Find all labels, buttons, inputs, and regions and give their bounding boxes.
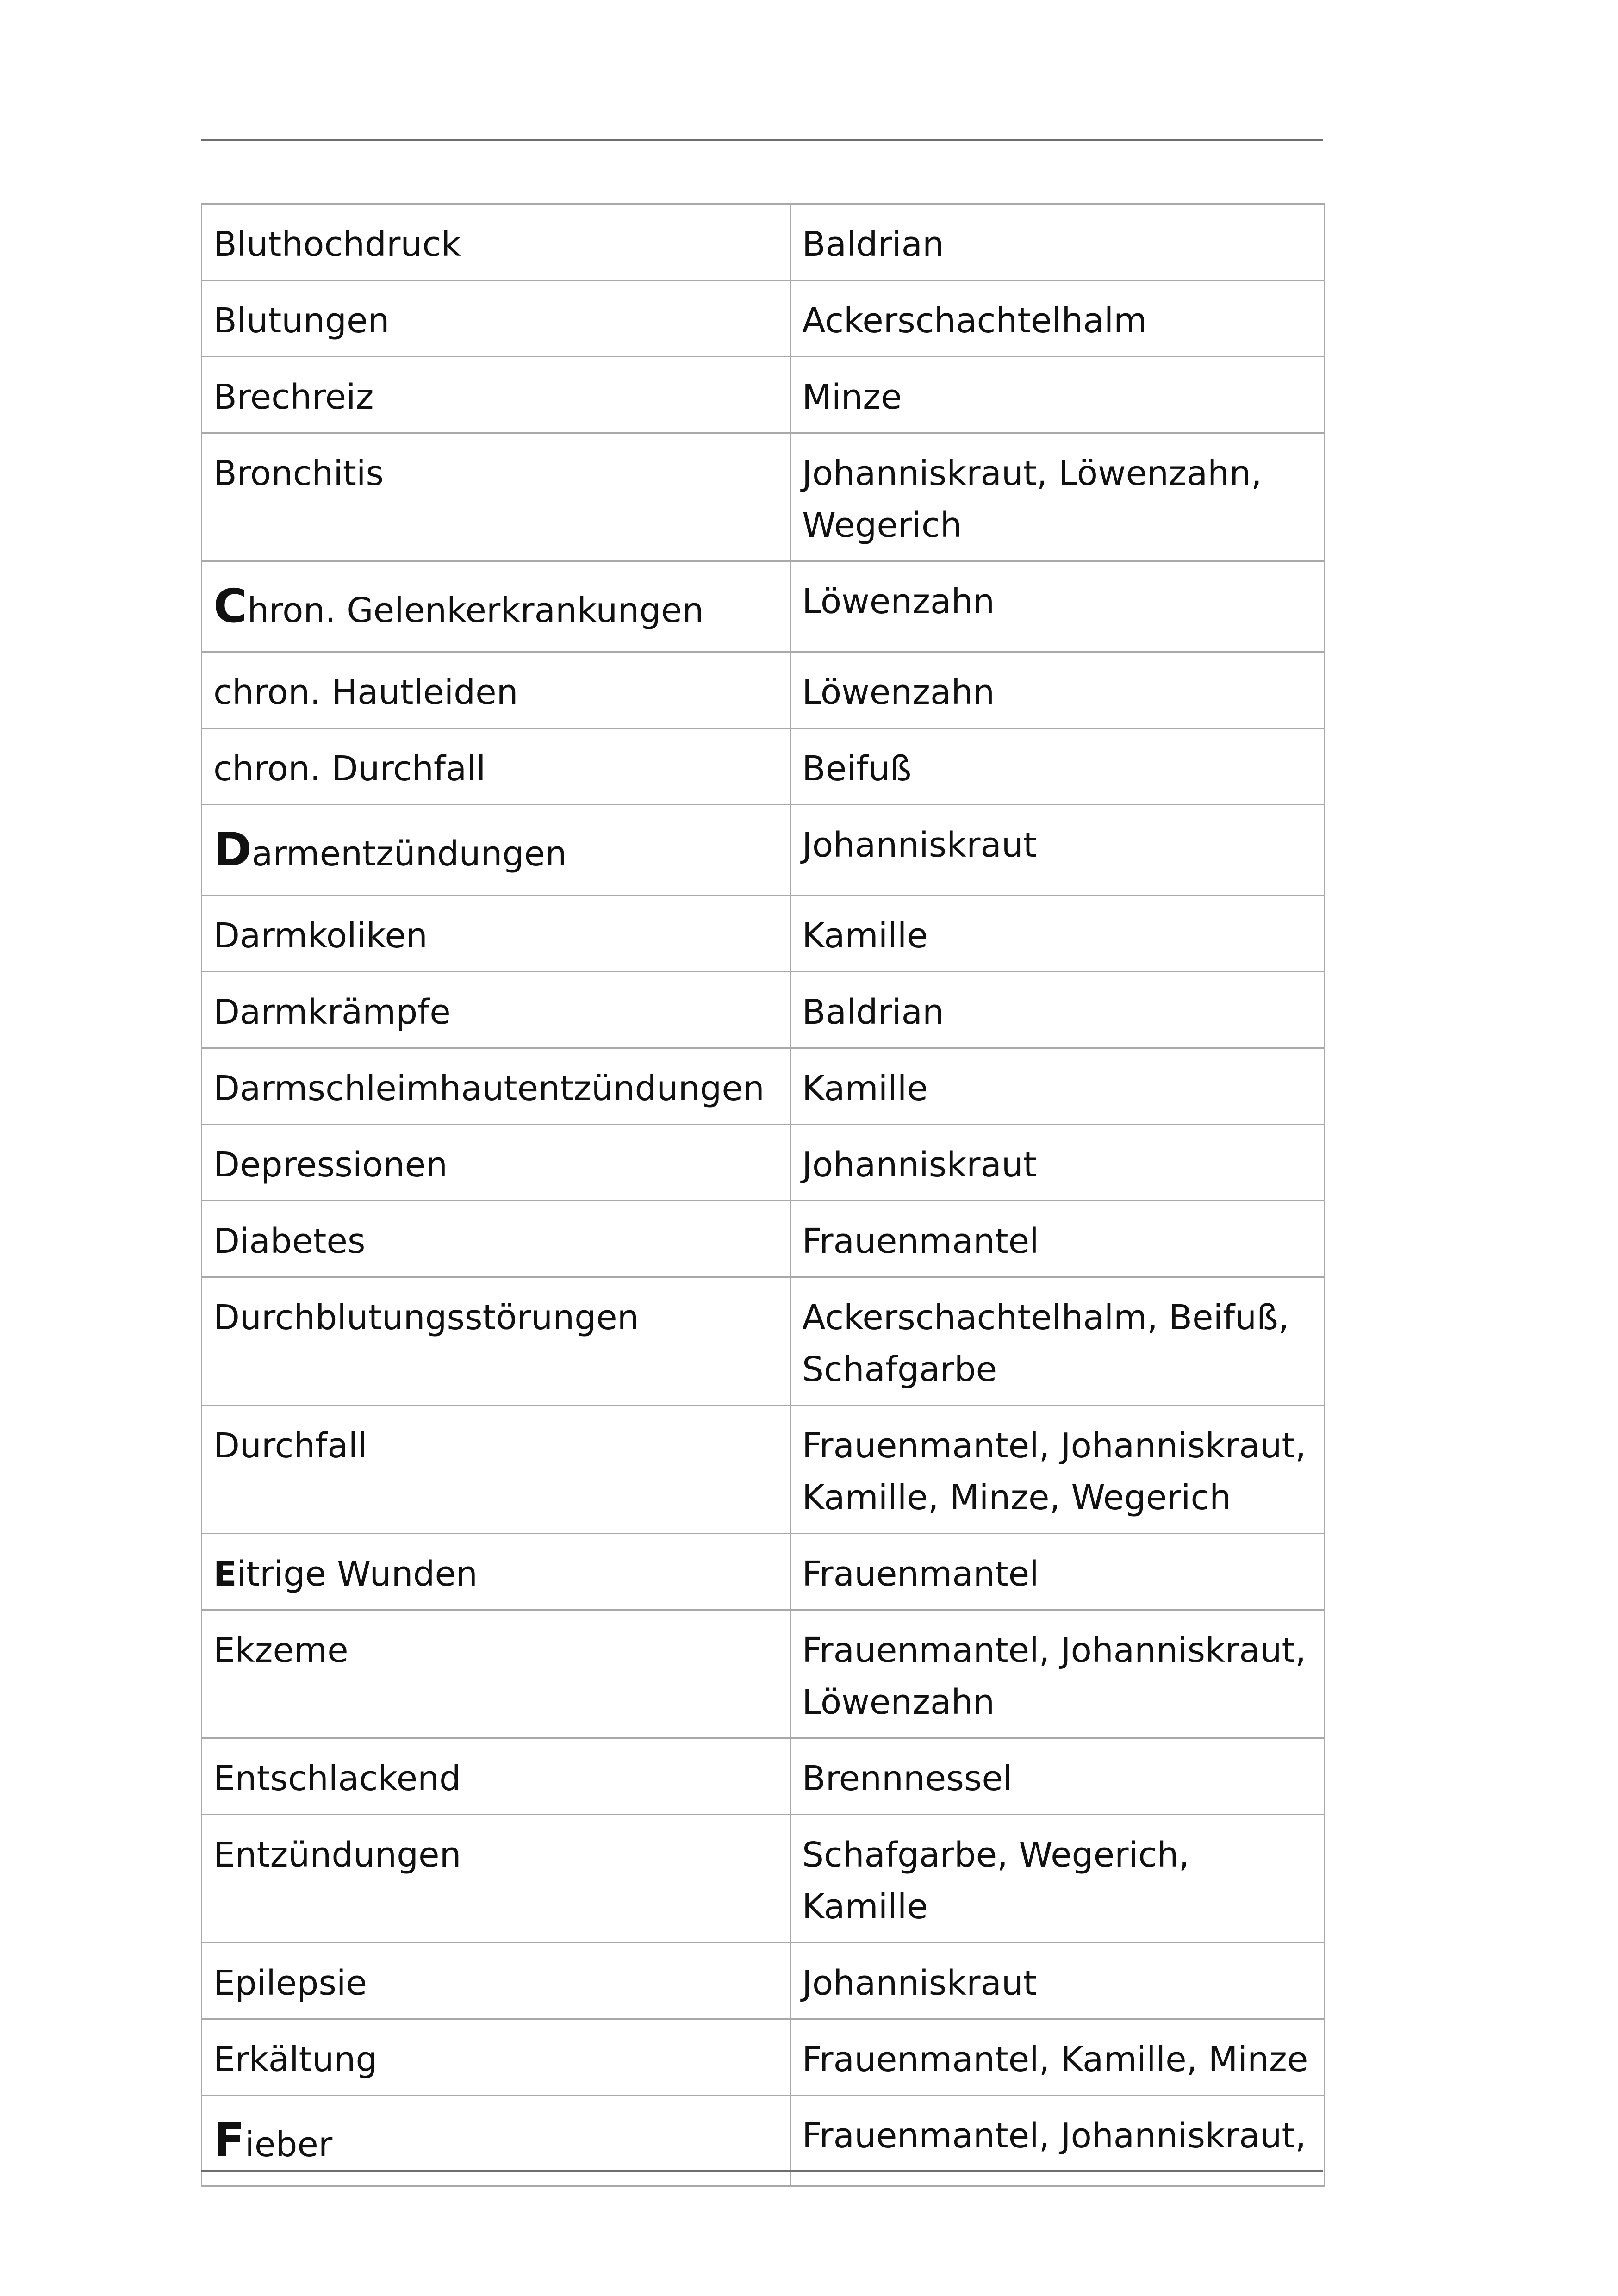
table-row <box>202 1048 1325 1125</box>
condition-cell: Entzündungen <box>202 1815 790 1943</box>
table-row <box>202 1534 1325 1610</box>
table-row <box>202 2019 1325 2096</box>
remedy-cell: Frauenmantel, Kamille, Minze <box>790 2019 1325 2096</box>
remedy-cell: Löwenzahn <box>790 561 1325 652</box>
remedy-cell: Ackerschachtelhalm <box>790 280 1325 357</box>
table-row <box>202 204 1325 280</box>
remedy-cell: Brennnessel <box>790 1738 1325 1815</box>
remedy-cell: Löwenzahn <box>790 652 1325 728</box>
table-row <box>202 1943 1325 2019</box>
table-row <box>202 896 1325 972</box>
condition-cell: chron. Hautleiden <box>202 652 790 728</box>
remedy-cell: Johanniskraut <box>790 1943 1325 2019</box>
remedy-cell: Kamille <box>790 896 1325 972</box>
table-row <box>202 1738 1325 1815</box>
section-initial: E <box>213 1554 237 1594</box>
remedy-cell: Baldrian <box>790 204 1325 280</box>
table-row <box>202 972 1325 1048</box>
remedy-cell: Kamille <box>790 1048 1325 1125</box>
remedy-cell: Johanniskraut <box>790 1125 1325 1201</box>
condition-cell: Darmkoliken <box>202 896 790 972</box>
condition-cell: Bronchitis <box>202 433 790 561</box>
table-row <box>202 1125 1325 1201</box>
table-row <box>202 652 1325 728</box>
remedy-cell: Baldrian <box>790 972 1325 1048</box>
remedy-cell: Frauenmantel, Johanniskraut, Löwenzahn <box>790 1610 1325 1738</box>
condition-cell: Durchfall <box>202 1406 790 1534</box>
condition-cell: Chron. Gelenkerkrankungen <box>202 561 790 652</box>
header-rule <box>201 139 1323 141</box>
table-row <box>202 1610 1325 1738</box>
remedy-cell: Johanniskraut <box>790 805 1325 896</box>
condition-cell: Ekzeme <box>202 1610 790 1738</box>
condition-cell: Bluthochdruck <box>202 204 790 280</box>
condition-cell: Entschlackend <box>202 1738 790 1815</box>
remedy-cell: Ackerschachtelhalm, Beifuß, Schafgarbe <box>790 1277 1325 1406</box>
condition-cell: Eitrige Wunden <box>202 1534 790 1610</box>
footer-rule <box>201 2170 1323 2172</box>
table-row <box>202 728 1325 805</box>
condition-cell: Brechreiz <box>202 357 790 433</box>
condition-cell: Diabetes <box>202 1201 790 1277</box>
remedy-cell: Frauenmantel <box>790 1534 1325 1610</box>
table-row <box>202 561 1325 652</box>
remedy-cell: Johanniskraut, Löwenzahn, Wegerich <box>790 433 1325 561</box>
condition-cell: Darmkrämpfe <box>202 972 790 1048</box>
table-row <box>202 1815 1325 1943</box>
remedy-cell: Frauenmantel, Johanniskraut, Kamille, Minze, Wegerich <box>790 1406 1325 1534</box>
condition-cell: Fieber <box>202 2096 790 2186</box>
remedy-table <box>201 203 1325 2187</box>
remedy-cell: Schafgarbe, Wegerich, Kamille <box>790 1815 1325 1943</box>
section-initial: F <box>213 2113 245 2167</box>
table-row <box>202 2096 1325 2186</box>
condition-cell: Darmentzündungen <box>202 805 790 896</box>
condition-cell: Darmschleimhautentzündungen <box>202 1048 790 1125</box>
table-row <box>202 280 1325 357</box>
section-initial: C <box>213 579 248 633</box>
table-row <box>202 1406 1325 1534</box>
remedy-cell: Frauenmantel <box>790 1201 1325 1277</box>
table-row <box>202 805 1325 896</box>
condition-cell: Erkältung <box>202 2019 790 2096</box>
remedy-cell: Minze <box>790 357 1325 433</box>
table-row <box>202 1277 1325 1406</box>
condition-cell: Depressionen <box>202 1125 790 1201</box>
condition-cell: Durchblutungsstörungen <box>202 1277 790 1406</box>
table-row <box>202 1201 1325 1277</box>
table-row <box>202 433 1325 561</box>
remedy-cell: Beifuß <box>790 728 1325 805</box>
section-initial: D <box>213 822 252 877</box>
table-row <box>202 357 1325 433</box>
condition-cell: chron. Durchfall <box>202 728 790 805</box>
condition-cell: Epilepsie <box>202 1943 790 2019</box>
remedy-cell: Frauenmantel, Johanniskraut, <box>790 2096 1325 2186</box>
condition-cell: Blutungen <box>202 280 790 357</box>
